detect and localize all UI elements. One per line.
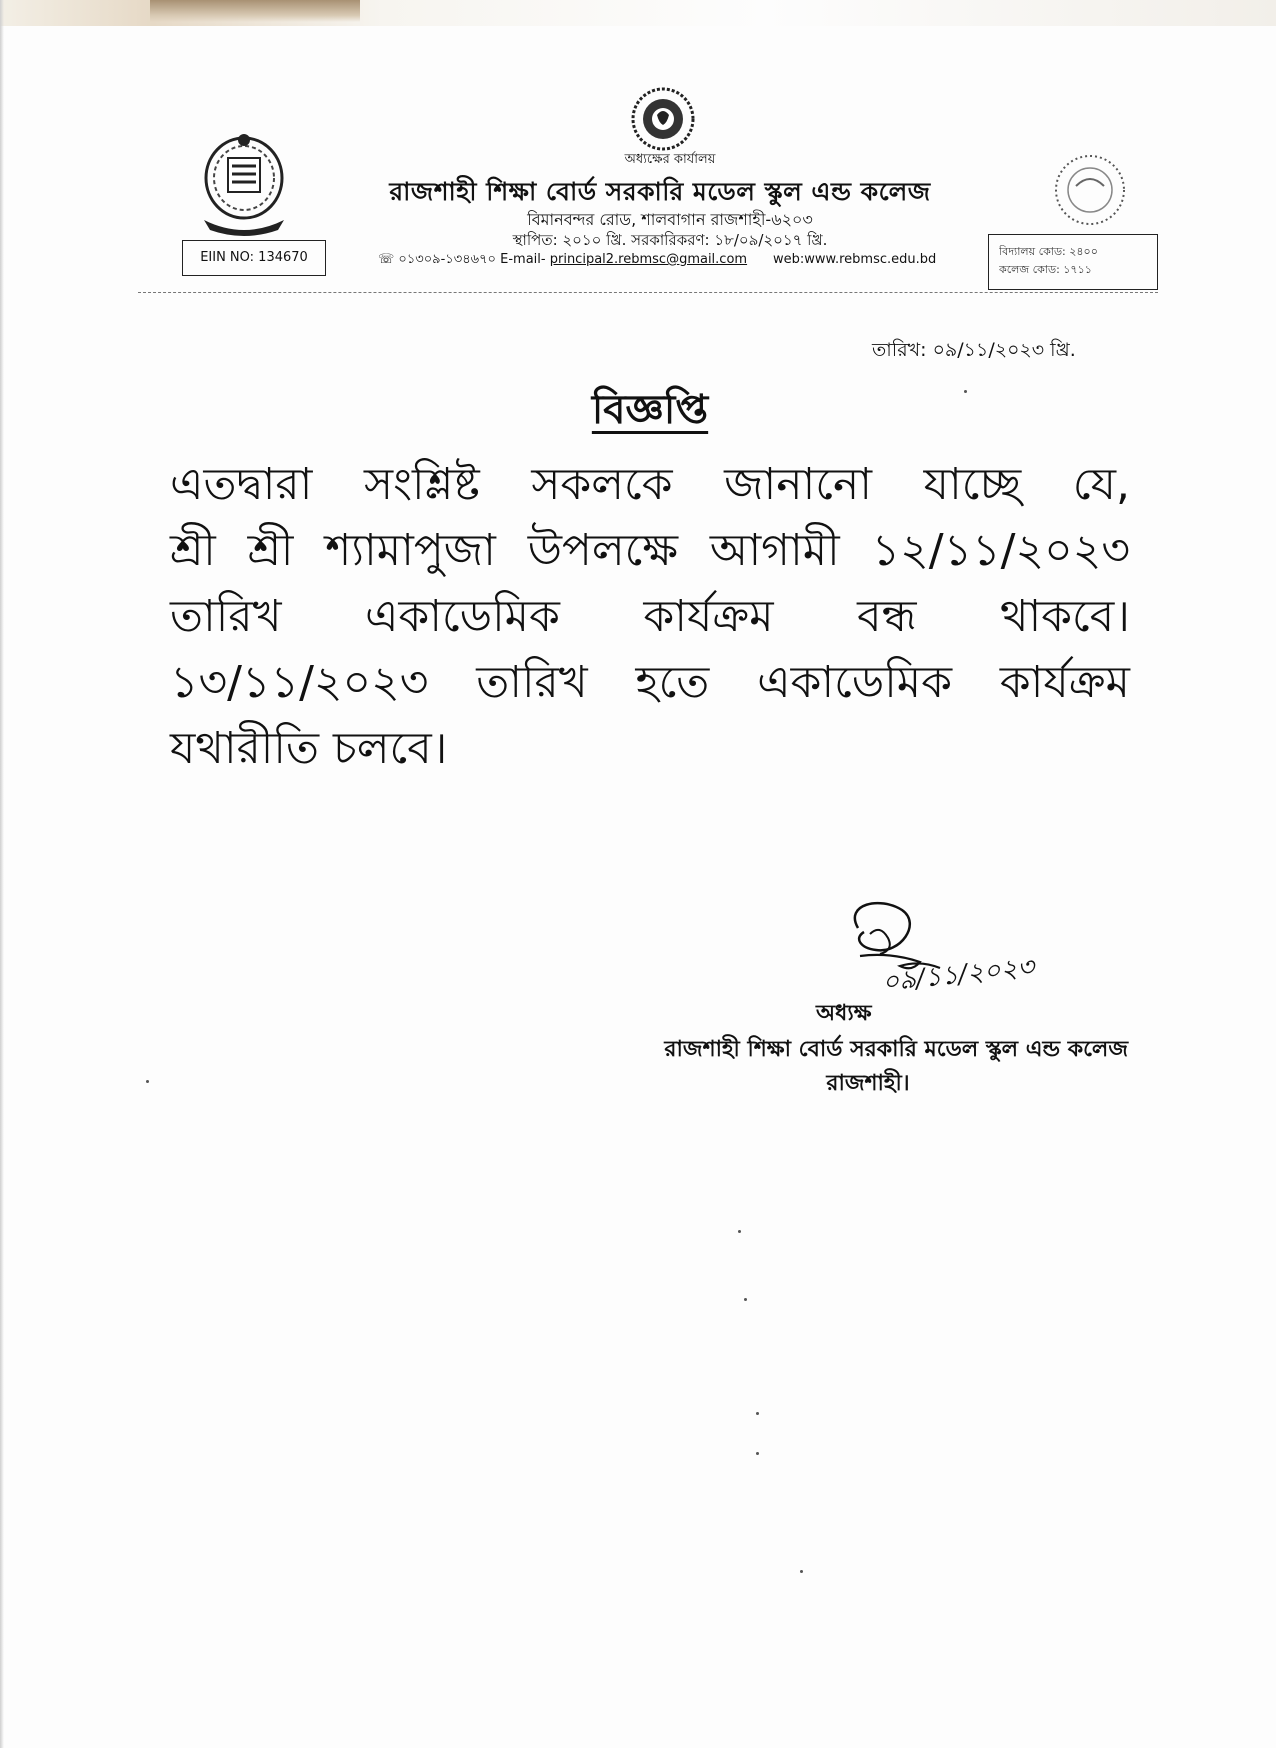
body-line-1: [170, 452, 1130, 518]
scan-tab: [150, 0, 360, 22]
email-link[interactable]: principal2.rebmsc@gmail.com: [549, 252, 748, 267]
scan-edge: [0, 0, 1276, 26]
signatory-title: অধ্যক্ষ: [816, 1001, 872, 1026]
notice-title: বিজ্ঞপ্তি: [591, 387, 709, 433]
body-word: তারিখ: [170, 591, 282, 642]
body-word: বন্ধ: [857, 591, 917, 642]
scan-speck: [738, 1230, 741, 1233]
body-word: ১৩/১১/২০২৩: [170, 657, 429, 708]
body-word: উপলক্ষে: [527, 525, 679, 576]
website-link[interactable]: web:www.rebmsc.edu.bd: [773, 252, 937, 267]
institution-logo-icon: [196, 128, 292, 240]
scan-speck: [744, 1298, 747, 1301]
body-line-5: যথারীতি চলবে।: [170, 723, 448, 774]
body-word: তারিখ: [476, 657, 588, 708]
body-word: সকলকে: [531, 459, 673, 510]
scan-speck: [756, 1412, 759, 1415]
body-word: থাকবে।: [1000, 591, 1130, 642]
body-word: আগামী: [709, 525, 840, 576]
government-seal-icon: [630, 86, 696, 152]
body-word: হতে: [635, 657, 710, 708]
body-line-3: [170, 584, 1130, 650]
notice-body: [170, 452, 1130, 782]
signatory-city: রাজশাহী।: [826, 1071, 910, 1096]
institution-name: রাজশাহী শিক্ষা বোর্ড সরকারি মডেল স্কুল এন্ড কলেজ: [389, 177, 931, 206]
body-word: শ্রী: [247, 525, 294, 576]
body-word: শ্রী: [170, 525, 216, 576]
office-label: অধ্যক্ষের কার্যালয়: [624, 152, 716, 167]
header-divider: [138, 292, 1158, 293]
body-word: যাচ্ছে: [923, 459, 1022, 510]
body-word: এতদ্বারা: [170, 459, 313, 510]
email-label: E-mail-: [500, 252, 546, 267]
signature-date: ০৯/১১/২০২৩: [880, 952, 1036, 998]
signatory-institution: রাজশাহী শিক্ষা বোর্ড সরকারি মডেল স্কুল এন্ড কলেজ: [664, 1037, 1128, 1062]
stamp-emblem-icon: [1050, 150, 1130, 230]
body-word: ১২/১১/২০২৩: [871, 525, 1130, 576]
scan-speck: [800, 1570, 803, 1573]
code-box: [988, 234, 1158, 290]
body-word: একাডেমিক: [365, 591, 560, 642]
college-code: কলেজ কোড: ১৭১১: [999, 263, 1092, 276]
notice-date: তারিখ: ০৯/১১/২০২৩ খ্রি.: [872, 339, 1076, 361]
institution-address: বিমানবন্দর রোড, শালবাগান রাজশাহী-৬২০৩: [527, 210, 813, 229]
eiin-box: EIIN NO: 134670: [182, 240, 326, 276]
scan-speck: [146, 1080, 149, 1083]
school-code: বিদ্যালয় কোড: ২৪০০: [999, 245, 1098, 258]
body-word: কার্যক্রম: [643, 591, 774, 642]
scan-left-shadow: [0, 0, 4, 1748]
scan-speck: [756, 1452, 759, 1455]
scan-speck: [964, 390, 967, 393]
body-word: সংশ্লিষ্ট: [364, 459, 480, 510]
body-line-2: [170, 518, 1130, 584]
body-word: কার্যক্রম: [999, 657, 1130, 708]
body-line-4: [170, 650, 1130, 716]
body-word: একাডেমিক: [757, 657, 953, 708]
body-word: যে,: [1072, 459, 1130, 510]
body-word: শ্যামাপুজা: [325, 525, 496, 576]
established-info: স্থাপিত: ২০১০ খ্রি. সরকারিকরণ: ১৮/০৯/২০১৭ খ্রি.: [512, 231, 828, 249]
phone-number: ☏ ০১৩০৯-১৩৪৬৭০: [378, 252, 496, 267]
body-word: জানানো: [724, 459, 872, 510]
